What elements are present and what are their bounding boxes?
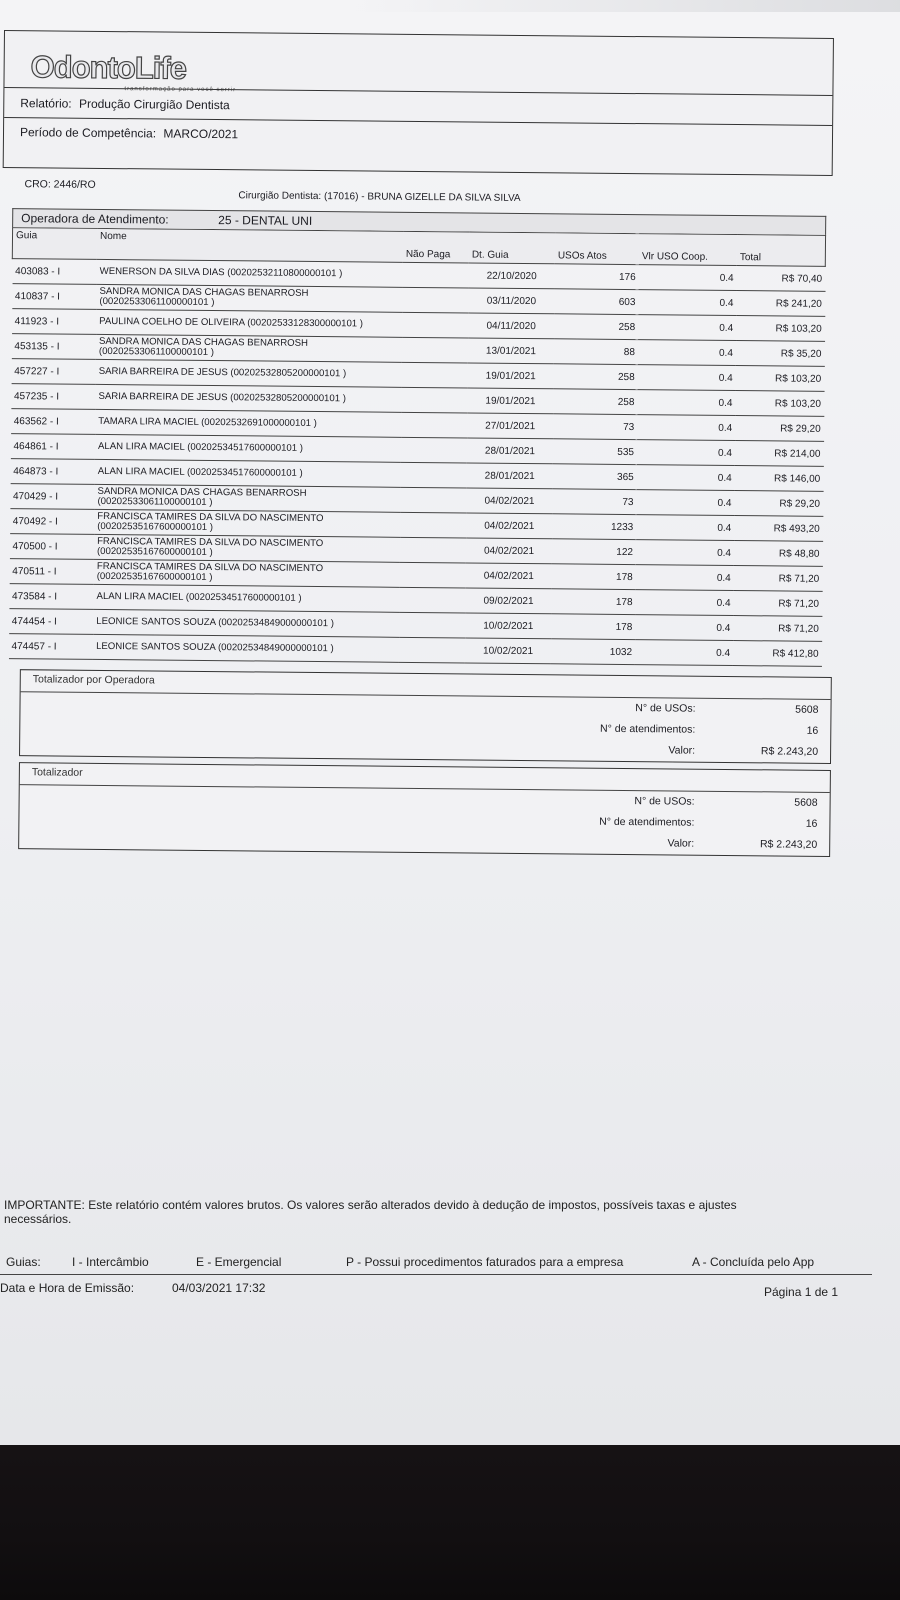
nome-cell: PAULINA COELHO DE OLIVEIRA (00202533128300000101 ) [96,309,402,337]
dt-guia-cell: 28/01/2021 [467,438,553,464]
usos-cell: 365 [553,464,637,490]
usos-label: N° de USOs: [635,702,696,715]
totalizador-box [18,762,831,857]
table-body [8,259,825,667]
vlr-uso-cell: 0.4 [636,490,734,516]
atendimentos-value: 16 [805,817,818,830]
nao-paga-cell [401,387,467,413]
usos-cell: 178 [551,589,635,615]
importante-label: IMPORTANTE: [4,1198,85,1212]
usos-cell: 1032 [551,639,635,665]
vlr-uso-cell: 0.4 [638,365,736,391]
legend-procedimentos: P - Possui procedimentos faturados para a empresa [346,1255,624,1269]
total-cell: R$ 103,20 [736,316,825,342]
vlr-uso-cell: 0.4 [637,440,735,466]
legend-emergencial: E - Emergencial [196,1255,282,1269]
legend-intercambio: I - Intercâmbio [72,1255,149,1269]
guias-table [8,227,826,667]
valor-label: Valor: [667,837,695,850]
dt-guia-cell: 03/11/2020 [468,288,554,314]
nao-paga-cell [402,312,468,338]
totalizador-title: Totalizador [20,763,830,793]
usos-cell: 535 [553,439,637,465]
usos-label: N° de USOs: [634,795,695,808]
nome-cell: SANDRA MONICA DAS CHAGAS BENARROSH (00202533061100000101 ) [96,284,402,312]
totalizador-operadora-title: Totalizador por Operadora [21,670,831,700]
nome-cell: ALAN LIRA MACIEL (00202534517600000101 ) [95,459,401,487]
guia-cell: 463562 - I [11,409,96,435]
periodo-label: Período de Competência: [19,125,157,141]
usos-cell: 258 [554,364,638,390]
total-cell: R$ 70,40 [737,266,826,292]
col-dt-guia: Dt. Guia [469,232,555,264]
total-cell: R$ 35,20 [736,341,825,367]
total-cell: R$ 241,20 [736,291,825,317]
emissao-label: Data e Hora de Emissão: [0,1281,135,1295]
nao-paga-cell [401,412,467,438]
valor-value: R$ 2.243,20 [760,745,819,758]
guia-cell: 473584 - I [9,584,94,610]
vlr-uso-cell: 0.4 [637,465,735,491]
report-header [3,30,834,176]
guia-cell: 470429 - I [10,484,95,510]
nome-cell: SARIA BARREIRA DE JESUS (00202532805200000101 ) [96,359,402,387]
guia-cell: 464873 - I [10,459,95,485]
dt-guia-cell: 04/02/2021 [466,488,552,514]
nao-paga-cell [402,287,468,313]
guia-cell: 411923 - I [12,309,97,335]
col-vlr-uso: Vlr USO Coop. [639,234,737,266]
atendimentos-label: N° de atendimentos: [599,722,696,736]
paper-fold-shadow [350,0,900,12]
dt-guia-cell: 09/02/2021 [465,588,551,614]
atendimentos-value: 16 [806,724,819,737]
usos-cell: 1233 [552,514,636,540]
valor-label: Valor: [668,744,696,757]
dt-guia-cell: 04/02/2021 [466,538,552,564]
dark-background [0,1445,900,1600]
nao-paga-cell [400,512,466,538]
col-nome: Nome [97,228,403,262]
usos-cell: 603 [554,289,638,315]
nao-paga-cell [400,487,466,513]
periodo-line [20,125,238,141]
dt-guia-cell: 22/10/2020 [469,263,555,289]
vlr-uso-cell: 0.4 [638,315,736,341]
nao-paga-cell [401,437,467,463]
guia-cell: 403083 - I [12,259,97,285]
vlr-uso-cell: 0.4 [636,540,734,566]
legend-app: A - Concluída pelo App [692,1255,815,1269]
guia-cell: 474457 - I [8,634,93,660]
header-divider [4,117,832,126]
cro-number: CRO: 2446/RO [24,178,96,191]
report-sheet [0,30,834,857]
valor-value: R$ 2.243,20 [759,838,818,851]
nao-paga-cell [400,562,466,588]
footer-divider [0,1274,872,1275]
total-cell: R$ 71,20 [734,566,823,592]
dt-guia-cell: 28/01/2021 [467,463,553,489]
dt-guia-cell: 04/02/2021 [466,563,552,589]
guia-cell: 410837 - I [12,284,97,310]
nao-paga-cell [403,262,469,288]
usos-cell: 258 [553,389,637,415]
dt-guia-cell: 04/02/2021 [466,513,552,539]
usos-cell: 178 [551,614,635,640]
logo-tagline: transformação para você sorrir [124,86,237,94]
dt-guia-cell: 10/02/2021 [465,638,551,664]
vlr-uso-cell: 0.4 [637,415,735,441]
dt-guia-cell: 04/11/2020 [468,313,554,339]
total-cell: R$ 146,00 [735,466,824,492]
total-cell: R$ 29,20 [734,491,823,517]
importante-note [4,1198,804,1226]
usos-cell: 258 [554,314,638,340]
total-cell: R$ 103,20 [736,366,825,392]
cirurgiao-dentista: Cirurgião Dentista: (17016) - BRUNA GIZELLE DA SILVA SILVA [238,190,521,204]
nome-cell: SANDRA MONICA DAS CHAGAS BENARROSH (00202533061100000101 ) [94,484,400,512]
vlr-uso-cell: 0.4 [635,590,733,616]
vlr-uso-cell: 0.4 [638,290,736,316]
vlr-uso-cell: 0.4 [635,615,733,641]
total-cell: R$ 103,20 [735,391,824,417]
vlr-uso-cell: 0.4 [639,265,737,291]
usos-cell: 88 [554,339,638,365]
usos-cell: 122 [552,539,636,565]
nao-paga-cell [399,587,465,613]
importante-text: Este relatório contém valores brutos. Os valores serão alterados devido à dedução de impostos, possíveis taxas e ajustes necessários. [4,1198,737,1226]
usos-cell: 73 [552,489,636,515]
nao-paga-cell [402,362,468,388]
vlr-uso-cell: 0.4 [638,340,736,366]
nome-cell: TAMARA LIRA MACIEL (00202532691000000101 ) [95,409,401,437]
nome-cell: ALAN LIRA MACIEL (00202534517600000101 ) [93,584,399,612]
nome-cell: FRANCISCA TAMIRES DA SILVA DO NASCIMENTO (00202535167600000101 ) [94,559,400,587]
dt-guia-cell: 13/01/2021 [468,338,554,364]
usos-value: 5608 [795,703,819,716]
relatorio-value: Produção Cirurgião Dentista [78,96,230,113]
nome-cell: FRANCISCA TAMIRES DA SILVA DO NASCIMENTO (00202535167600000101 ) [94,534,400,562]
page-number: Página 1 de 1 [764,1285,839,1299]
nao-paga-cell [400,537,466,563]
vlr-uso-cell: 0.4 [635,640,733,666]
operadora-value: 25 - DENTAL UNI [218,213,313,228]
periodo-value: MARCO/2021 [163,126,239,142]
odontolife-logo: OdontoLife [30,49,187,86]
col-usos: USOs Atos [555,233,639,265]
vlr-uso-cell: 0.4 [637,390,735,416]
total-cell: R$ 71,20 [733,616,822,642]
vlr-uso-cell: 0.4 [636,565,734,591]
nome-cell: SARIA BARREIRA DE JESUS (00202532805200000101 ) [95,384,401,412]
nao-paga-cell [401,462,467,488]
col-nao-paga: Não Paga [403,231,469,263]
nome-cell: WENERSON DA SILVA DIAS (00202532110800000101 ) [97,259,403,287]
col-guia: Guia [12,228,97,260]
relatorio-line [20,96,230,112]
nao-paga-cell [399,612,465,638]
dt-guia-cell: 19/01/2021 [468,363,554,389]
nome-cell: SANDRA MONICA DAS CHAGAS BENARROSH (00202533061100000101 ) [96,334,402,362]
guia-cell: 470500 - I [9,534,94,560]
total-cell: R$ 71,20 [733,591,822,617]
col-total: Total [737,235,826,267]
legend-title: Guias: [6,1255,41,1269]
guia-cell: 457227 - I [11,359,96,385]
atendimentos-label: N° de atendimentos: [599,815,695,829]
guia-cell: 457235 - I [11,384,96,410]
dt-guia-cell: 27/01/2021 [467,413,553,439]
emissao-value: 04/03/2021 17:32 [172,1281,266,1295]
vlr-uso-cell: 0.4 [636,515,734,541]
guia-cell: 464861 - I [10,434,95,460]
guia-cell: 470511 - I [9,559,94,585]
relatorio-label: Relatório: [20,96,72,111]
nome-cell: ALAN LIRA MACIEL (00202534517600000101 ) [95,434,401,462]
guia-cell: 470492 - I [10,509,95,535]
nome-cell: LEONICE SANTOS SOUZA (00202534849000000101 ) [93,634,399,662]
usos-value: 5608 [794,796,818,809]
totalizador-operadora-box [19,669,832,764]
usos-cell: 73 [553,414,637,440]
total-cell: R$ 493,20 [734,516,823,542]
total-cell: R$ 29,20 [735,416,824,442]
nome-cell: LEONICE SANTOS SOUZA (00202534849000000101 ) [93,609,399,637]
dt-guia-cell: 10/02/2021 [465,613,551,639]
usos-cell: 176 [555,264,639,290]
total-cell: R$ 48,80 [734,541,823,567]
guia-cell: 453135 - I [11,334,96,360]
guia-cell: 474454 - I [9,609,94,635]
operadora-label: Operadora de Atendimento: [21,211,169,227]
nao-paga-cell [402,337,468,363]
nome-cell: FRANCISCA TAMIRES DA SILVA DO NASCIMENTO (00202535167600000101 ) [94,509,400,537]
total-cell: R$ 214,00 [735,441,824,467]
total-cell: R$ 412,80 [733,641,822,667]
dt-guia-cell: 19/01/2021 [467,388,553,414]
usos-cell: 178 [552,564,636,590]
nao-paga-cell [399,637,465,663]
